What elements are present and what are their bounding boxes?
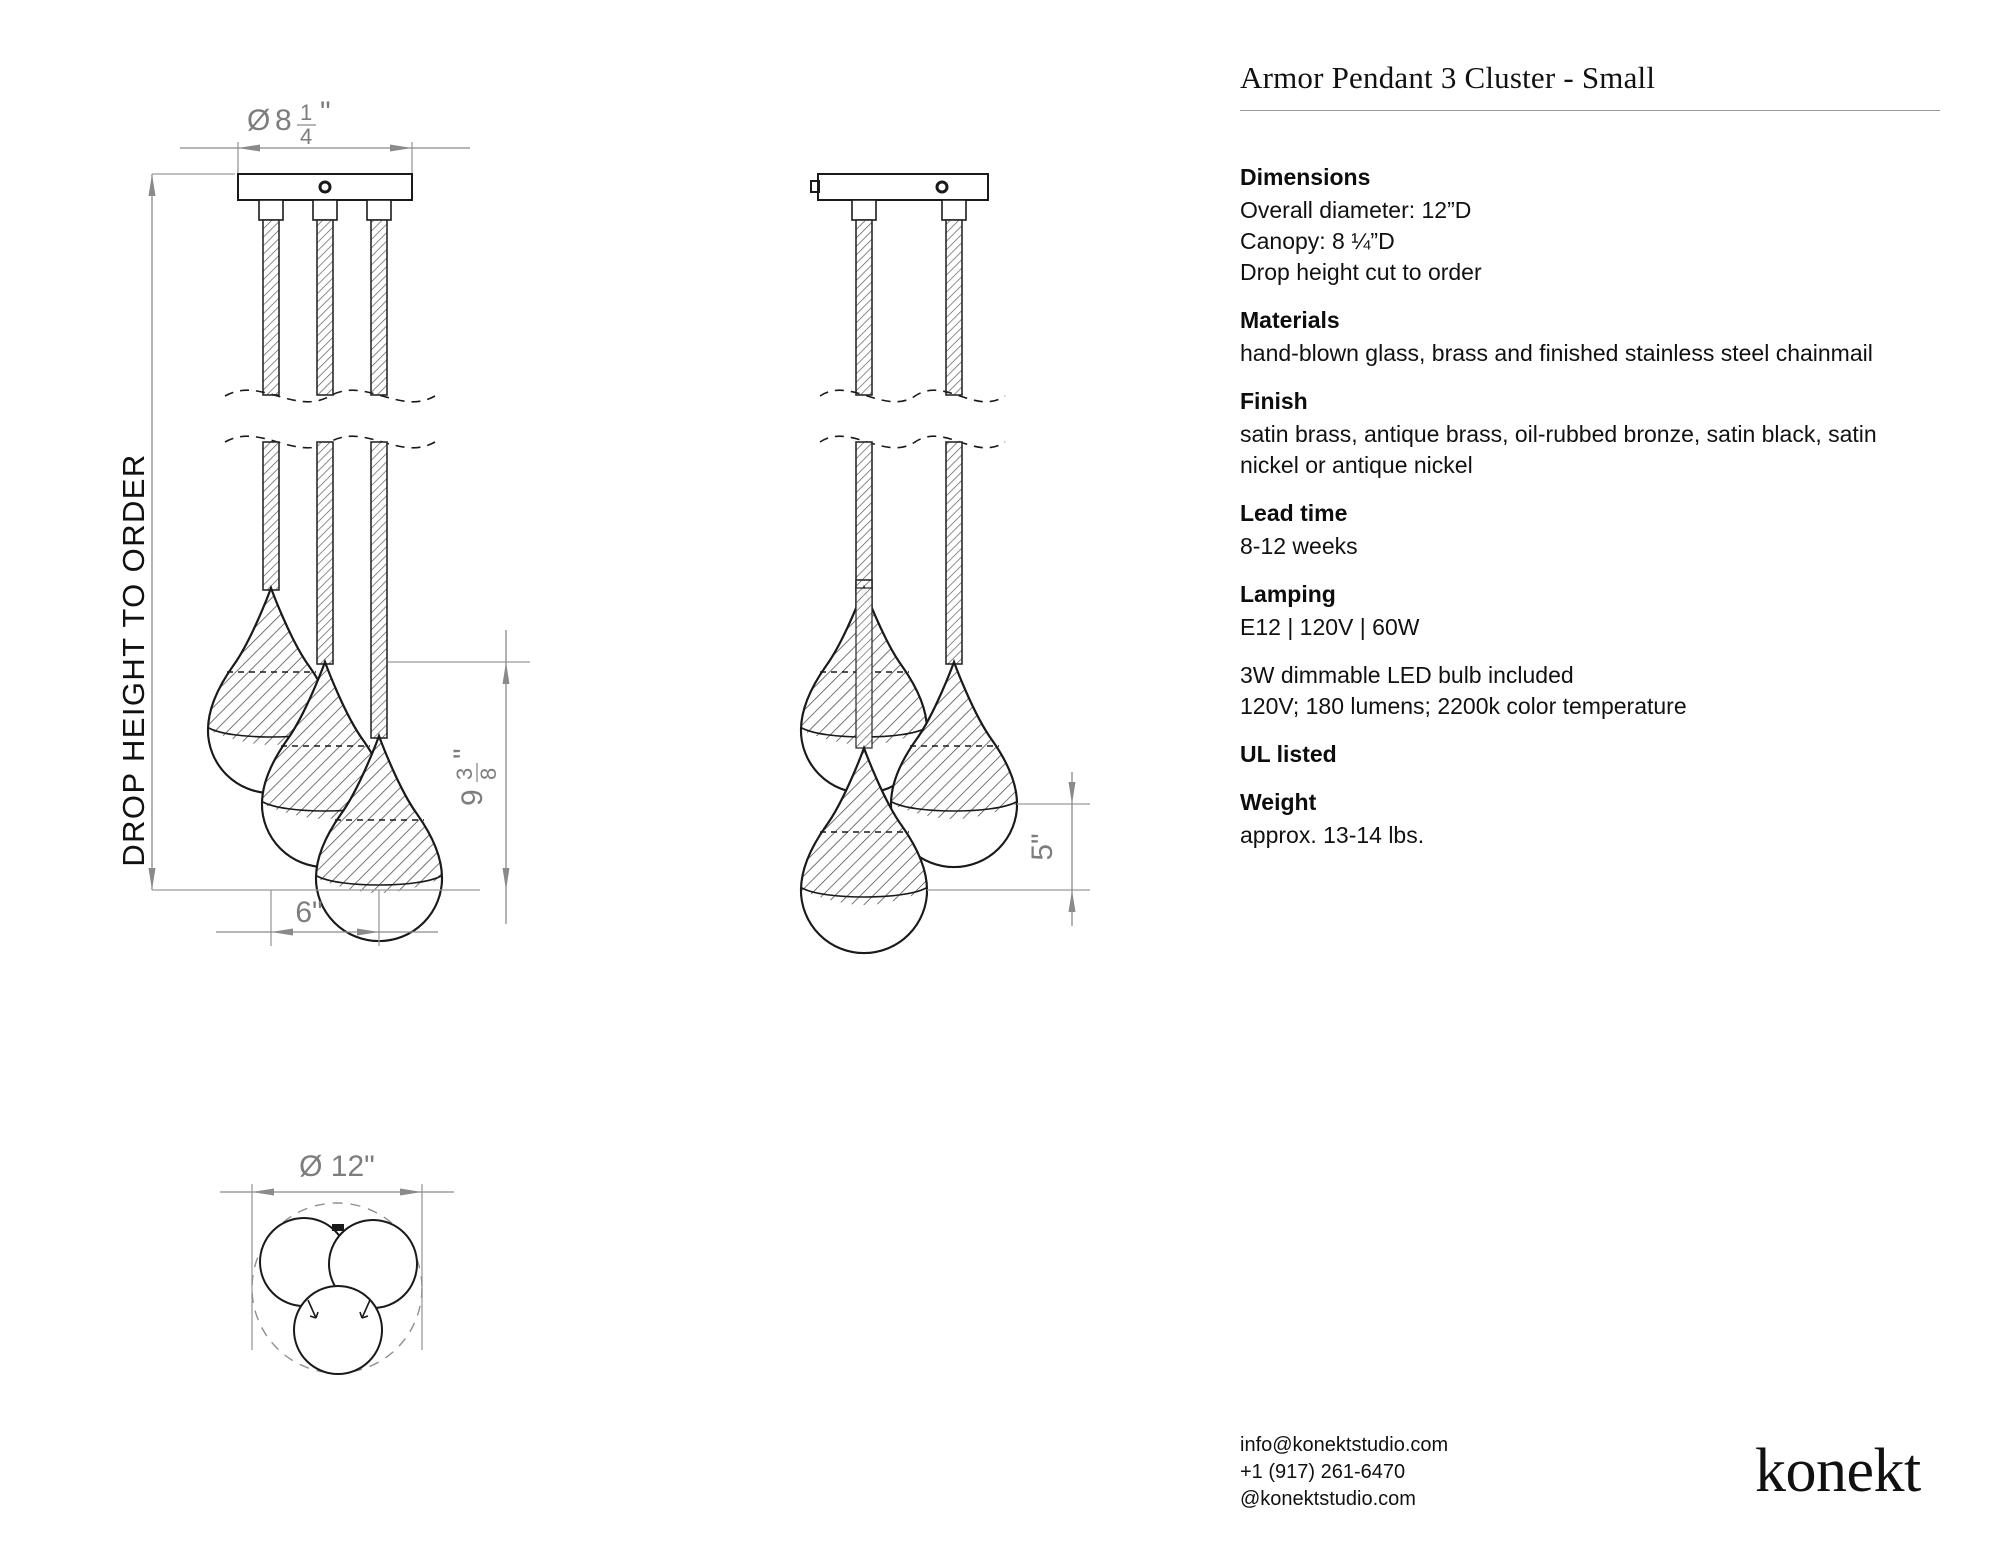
plan-view-drawing	[230, 1140, 570, 1460]
plan-diameter-label: Ø 12"	[299, 1150, 375, 1183]
drop-height-label: DROP HEIGHT TO ORDER	[116, 453, 151, 867]
canopy-diameter-denominator: 4	[300, 124, 313, 149]
break-lines-side	[820, 390, 1005, 448]
break-lines	[225, 390, 435, 448]
spec-heading-finish: Finish	[1240, 388, 1308, 414]
side-offset-label: 5"	[1026, 833, 1059, 861]
konekt-logo: konekt	[1755, 1437, 1921, 1505]
spec-heading-materials: Materials	[1240, 307, 1340, 333]
spec-line-drop-height: Drop height cut to order	[1240, 259, 1482, 285]
spec-section-finish	[1240, 386, 1955, 481]
footer-phone[interactable]: +1 (917) 261-6470	[1240, 1461, 1406, 1483]
spec-section-materials	[1240, 305, 1955, 369]
canopy-plate-side	[811, 174, 988, 200]
canopy-diameter-unit: "	[320, 96, 331, 129]
canopy-plate	[238, 174, 412, 200]
spec-heading-dimensions: Dimensions	[1240, 164, 1371, 190]
spec-section-lamping	[1240, 579, 1955, 722]
spec-line-led-specs: 120V; 180 lumens; 2200k color temperature	[1240, 693, 1687, 719]
page-title: Armor Pendant 3 Cluster - Small	[1240, 60, 1656, 95]
spec-heading-lead-time: Lead time	[1240, 500, 1348, 526]
stagger-height-unit: "	[448, 748, 481, 759]
spec-heading-lamping: Lamping	[1240, 581, 1336, 607]
canopy-diameter-numerator: 1	[300, 100, 313, 125]
title-divider	[1240, 110, 1940, 111]
spec-section-lead-time	[1240, 498, 1955, 562]
spec-line-lead-time: 8-12 weeks	[1240, 533, 1358, 559]
spec-line-materials: hand-blown glass, brass and finished stainless steel chainmail	[1240, 340, 1873, 366]
spec-heading-ul-listed: UL listed	[1240, 741, 1337, 767]
stagger-height-label	[448, 748, 501, 806]
side-elevation-drawing	[790, 100, 1150, 900]
spec-line-overall-diameter: Overall diameter: 12”D	[1240, 197, 1472, 223]
spec-section-ul-listed	[1240, 739, 1955, 770]
spread-width-label: 6"	[295, 896, 323, 929]
spec-section-dimensions	[1240, 162, 1955, 288]
spec-line-finish-1: satin brass, antique brass, oil-rubbed bronze, satin black, satin	[1240, 421, 1877, 447]
stagger-height-whole: 9	[456, 789, 489, 806]
cords-upper-side	[856, 220, 962, 395]
stagger-height-denominator: 8	[476, 767, 501, 780]
cord-collars-side	[852, 200, 966, 220]
stagger-height-numerator: 3	[452, 767, 477, 780]
spec-line-weight: approx. 13-14 lbs.	[1240, 822, 1425, 848]
spec-section-weight	[1240, 787, 1955, 851]
footer-email[interactable]: info@konektstudio.com	[1240, 1434, 1449, 1456]
cord-collars	[259, 200, 391, 220]
front-elevation-drawing	[116, 96, 740, 929]
spec-line-finish-2: nickel or antique nickel	[1240, 452, 1473, 478]
spec-line-canopy: Canopy: 8 ¼”D	[1240, 228, 1395, 254]
spec-sections	[1240, 162, 1955, 851]
canopy-diameter-whole: 8	[275, 104, 292, 137]
spec-heading-weight: Weight	[1240, 789, 1317, 815]
specification-panel	[1240, 0, 1980, 1554]
cords-upper	[263, 220, 387, 395]
canopy-diameter-symbol: Ø	[247, 104, 271, 137]
spec-line-led-bulb: 3W dimmable LED bulb included	[1240, 662, 1574, 688]
spec-line-lamping: E12 | 120V | 60W	[1240, 614, 1420, 640]
canopy-diameter-label	[247, 96, 331, 149]
plan-globes	[260, 1218, 417, 1374]
footer-social[interactable]: @konektstudio.com	[1240, 1488, 1416, 1510]
